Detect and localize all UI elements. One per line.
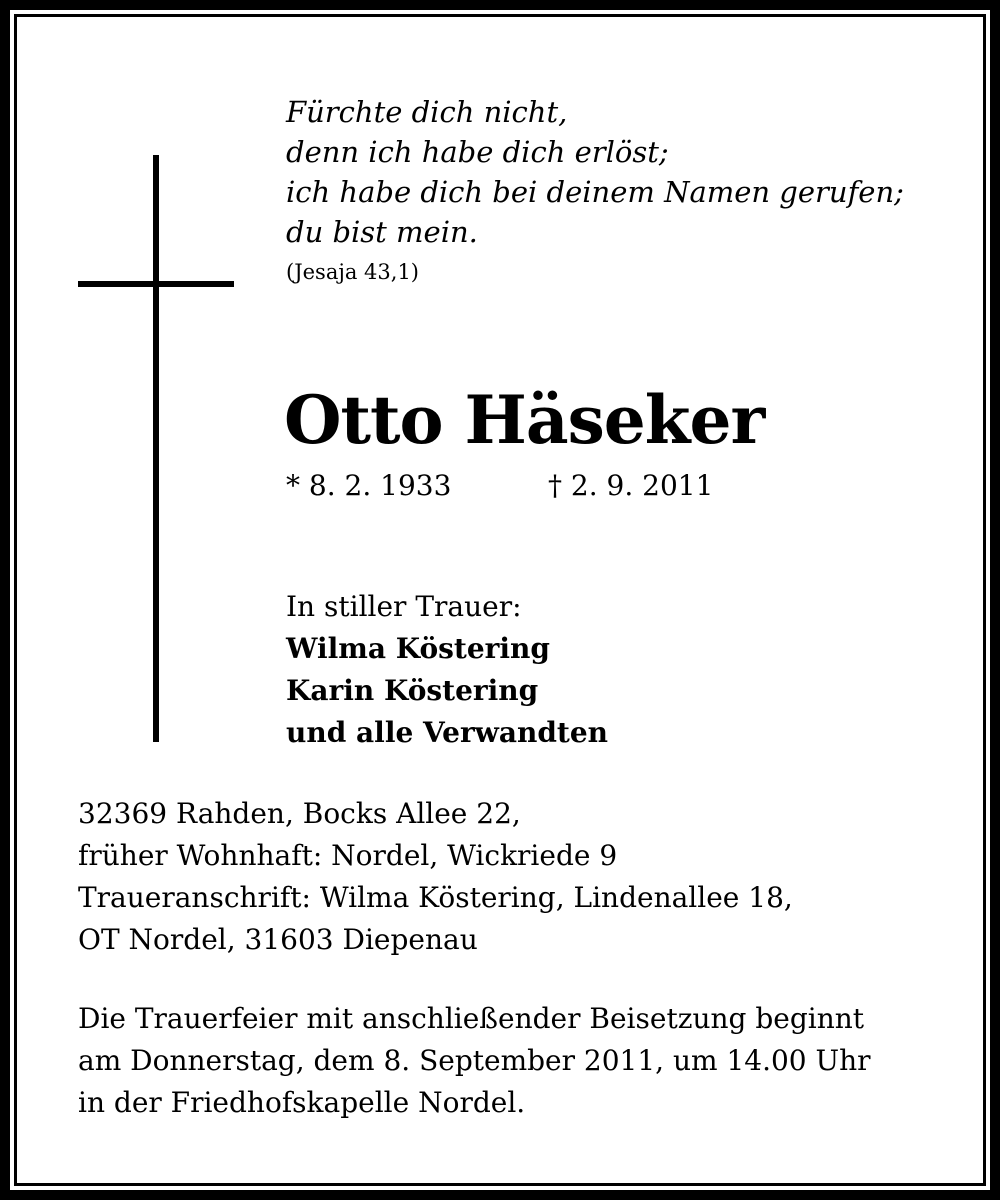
address-line: 32369 Rahden, Bocks Allee 22, (78, 797, 521, 830)
service-line: in der Friedhofskapelle Nordel. (78, 1086, 526, 1119)
death-date: † 2. 9. 2011 (548, 469, 714, 502)
service-line: Die Trauerfeier mit anschließender Beisetzung beginnt (78, 1002, 865, 1035)
mourner-name: und alle Verwandten (286, 716, 609, 749)
verse-line: denn ich habe dich erlöst; (286, 135, 669, 169)
cross-vertical-beam (153, 155, 159, 742)
verse-reference: (Jesaja 43,1) (286, 260, 419, 284)
address-line: früher Wohnhaft: Nordel, Wickriede 9 (78, 839, 618, 872)
funeral-service-info (78, 998, 978, 1124)
verse-line: ich habe dich bei deinem Namen gerufen; (286, 175, 904, 209)
bible-verse (286, 92, 966, 287)
mourner-name: Karin Köstering (286, 674, 539, 707)
verse-line: du bist mein. (286, 215, 478, 249)
deceased-name: Otto Häseker (284, 381, 765, 459)
service-line: am Donnerstag, dem 8. September 2011, um 14.00 Uhr (78, 1044, 871, 1077)
cross-horizontal-beam (78, 281, 234, 287)
address-line: Traueranschrift: Wilma Köstering, Lindenallee 18, (78, 881, 793, 914)
address-block (78, 793, 978, 961)
verse-line: Fürchte dich nicht, (286, 95, 568, 129)
life-dates (286, 466, 886, 506)
mourners-intro: In stiller Trauer: (286, 590, 522, 623)
mourner-name: Wilma Köstering (286, 632, 550, 665)
mourners-block (286, 586, 946, 754)
address-line: OT Nordel, 31603 Diepenau (78, 923, 478, 956)
birth-date: * 8. 2. 1933 (286, 469, 452, 502)
